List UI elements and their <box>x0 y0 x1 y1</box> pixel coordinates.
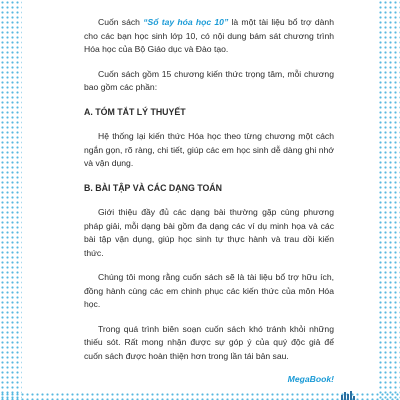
signature: MegaBook! <box>287 374 334 384</box>
intro-rest: là một tài liệu bổ trợ dành cho các bạn học sinh lớp 10, có nội dung bám sát chương trình Hóa học của Bộ Giáo dục và Đào tạo. <box>84 17 334 54</box>
section-b-text: Giới thiệu đầy đủ các dạng bài thường gặp cùng phương pháp giải, mỗi dạng bài gồm đa dạng các ví dụ minh họa và các bài tập vận dụng, giúp học sinh tự thực hành và trau dồi kiến thức. <box>84 207 334 258</box>
left-dot-pattern <box>0 0 22 400</box>
corner-ornament-icon <box>340 391 356 400</box>
preface-text <box>84 16 334 387</box>
intro-lead: Cuốn sách <box>98 17 144 27</box>
intro-paragraph <box>84 16 334 57</box>
section-a-heading: A. TÓM TẮT LÝ THUYẾT <box>84 106 186 117</box>
structure-paragraph: Cuốn sách gồm 15 chương kiến thức trọng tâm, mỗi chương bao gồm các phần: <box>84 68 334 92</box>
apology-paragraph: Trong quá trình biên soạn cuốn sách khó tránh khỏi những thiếu sót. Rất mong nhận được sự góp ý của quý độc giả để cuốn sách được hoàn thiện hơn trong lần tái bản sau. <box>84 323 334 361</box>
right-dot-pattern <box>378 0 400 400</box>
book-page <box>22 0 378 392</box>
book-title: “Sổ tay hóa học 10” <box>143 17 229 27</box>
section-b-heading: B. BÀI TẬP VÀ CÁC DẠNG TOÁN <box>84 182 222 193</box>
hope-paragraph: Chúng tôi mong rằng cuốn sách sẽ là tài liệu bổ trợ hữu ích, đồng hành cùng các em chinh phục các kiến thức của môn Hóa học. <box>84 272 334 309</box>
section-a-text: Hệ thống lại kiến thức Hóa học theo từng chương một cách ngắn gọn, rõ ràng, chi tiết, giúp các em học sinh dễ dàng ghi nhớ và vận dụng. <box>84 131 334 168</box>
